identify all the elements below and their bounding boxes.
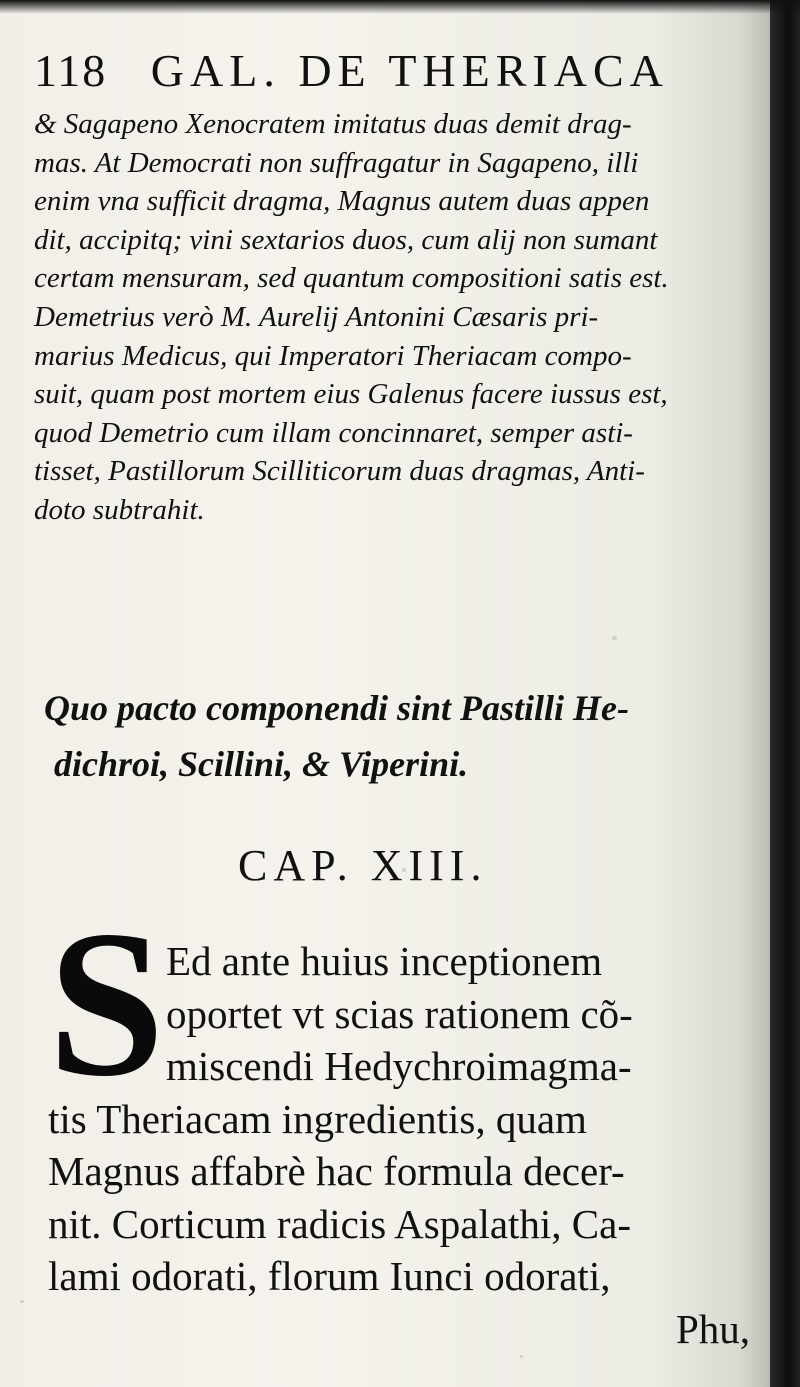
chapter-title: CAP. XIII. xyxy=(238,841,488,890)
catchword: Phu, xyxy=(675,1305,750,1352)
paper-speck xyxy=(402,868,406,872)
text-line: certam mensuram, sed quantum compositioni satis est. xyxy=(34,262,669,295)
text-line: oportet vt scias rationem cõ- xyxy=(166,990,633,1037)
text-line: marius Medicus, qui Imperatori Theriacam compo- xyxy=(34,339,632,372)
page-number: 118 xyxy=(34,45,108,96)
text-line: dit, accipitq; vini sextarios duos, cum alij non sumant xyxy=(34,223,658,256)
text-line: nit. Corticum radicis Aspalathi, Ca- xyxy=(48,1200,632,1247)
paper-speck xyxy=(612,636,617,640)
running-head xyxy=(34,44,724,100)
text-line: Ed ante huius inceptionem xyxy=(166,938,603,984)
page-top-shadow xyxy=(0,0,800,14)
paper-speck xyxy=(20,1300,24,1303)
paper-speck xyxy=(520,1355,523,1358)
drop-cap: S xyxy=(48,888,165,1120)
text-line: enim vna sufficit dragma, Magnus autem duas appen xyxy=(34,185,650,218)
text-line: miscendi Hedychroimagma- xyxy=(166,1043,632,1089)
text-line: doto subtrahit. xyxy=(34,493,205,526)
running-title: GAL. DE THERIACA xyxy=(150,45,669,96)
text-line: suit, quam post mortem eius Galenus facere iussus est, xyxy=(34,378,668,411)
text-line: tisset, Pastillorum Scilliticorum duas dragmas, Anti- xyxy=(34,455,645,488)
paragraph-italic xyxy=(34,105,744,530)
text-line: Magnus affabrè hac formula decer- xyxy=(48,1148,625,1194)
page-gutter-edge xyxy=(770,0,800,1387)
text-line: lami odorati, florum Iunci odorati, xyxy=(48,1253,611,1299)
text-line: Demetrius verò M. Aurelij Antonini Cæsaris pri- xyxy=(34,300,599,333)
heading-line: Quo pacto componendi sint Pastilli He- xyxy=(44,688,630,728)
section-heading xyxy=(44,680,744,792)
paragraph-roman xyxy=(48,935,754,1355)
text-line: & Sagapeno Xenocratem imitatus duas demit drag- xyxy=(34,108,632,140)
text-line: mas. At Democrati non suffragatur in Sagapeno, illi xyxy=(34,146,639,179)
text-line: quod Demetrio cum illam concinnaret, semper asti- xyxy=(34,416,633,449)
text-line: tis Theriacam ingredientis, quam xyxy=(48,1095,587,1142)
heading-line: dichroi, Scillini, & Viperini. xyxy=(54,744,469,784)
